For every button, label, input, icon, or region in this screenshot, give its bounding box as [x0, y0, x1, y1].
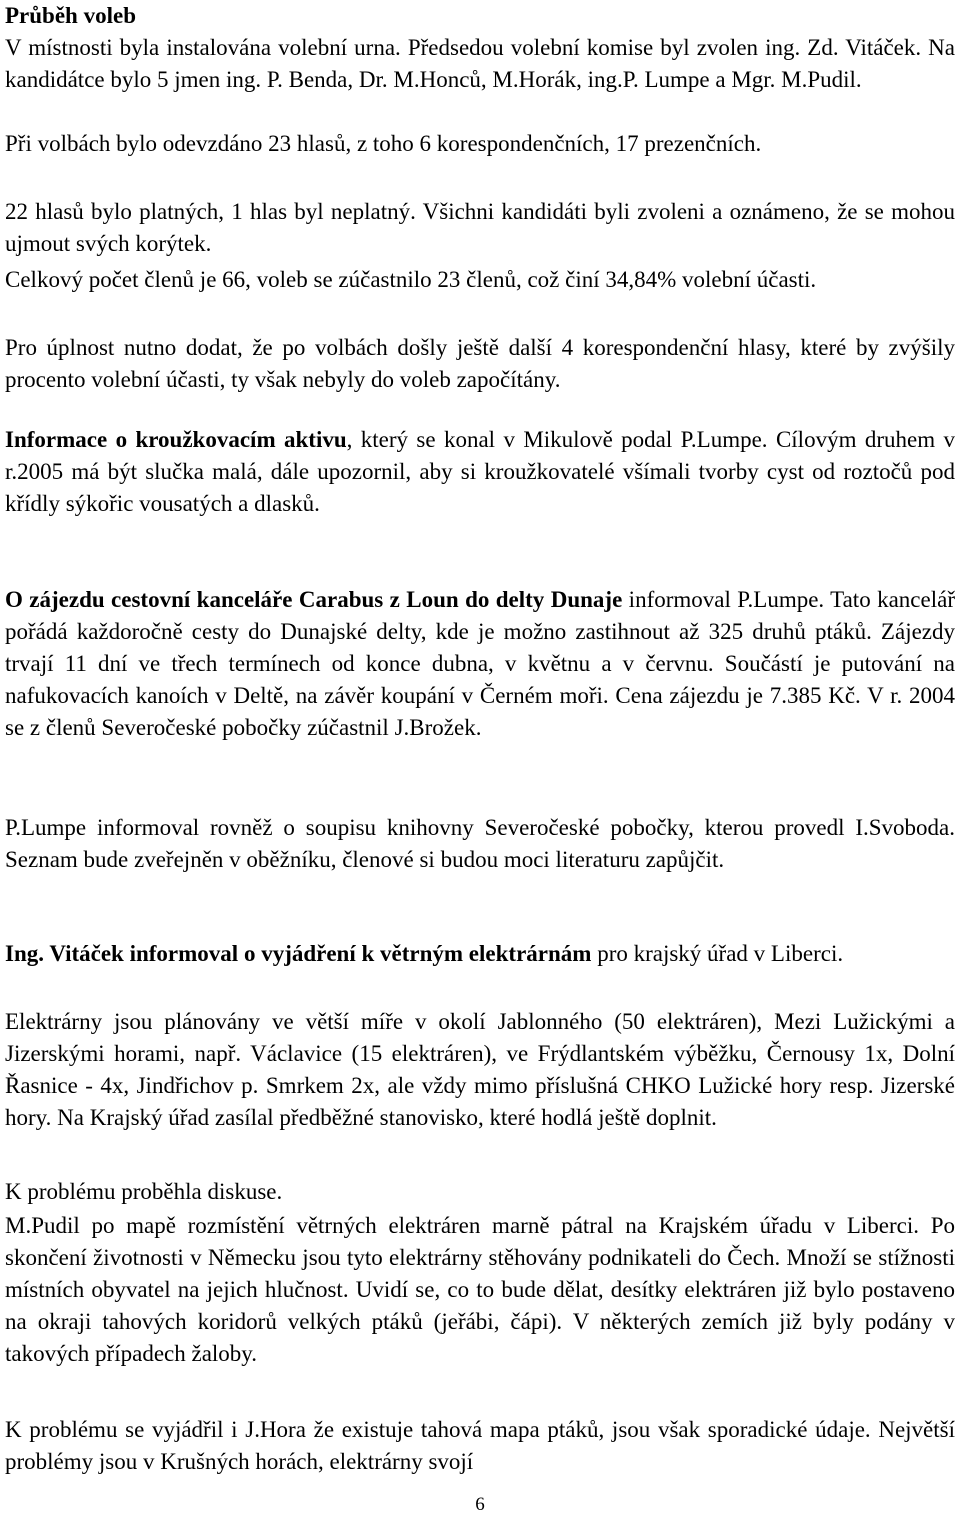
page-number: 6 — [475, 1494, 485, 1515]
elections-paragraph-turnout: Celkový počet členů je 66, voleb se zúčastnilo 23 členů, což činí 34,84% volební účasti. — [5, 267, 817, 292]
wind-paragraph-pudil: M.Pudil po mapě rozmístění větrných elektráren marně pátral na Krajském úřadu v Liberci. Po skončení životnosti v Německu jsou tyto elektrárny stěhovány podnikateli do Čech. Množí se stížnosti místních obyvatel na jejich hlučnost. Uvidí se, co to bude dělat, desítky elektráren již bylo postaveno na okraji tahových koridorů velkých ptáků (jeřábi, čápi). V některých zemích již byly podány v takových případech žaloby. — [5, 1213, 955, 1366]
ringing-text: , který se konal v Mikulově podal P.Lumpe. Cílovým druhem v r.2005 má být slučka malá, dále upozornil, aby si kroužkovatelé všímali tvorby cyst od roztočů pod křídly sýkořic vousatých a dlasků. — [5, 427, 955, 516]
trip-paragraph — [5, 584, 955, 744]
wind-paragraph-discussion: K problému proběhla diskuse. — [5, 1179, 283, 1204]
wind-paragraph-hora: K problému se vyjádřil i J.Hora že existuje tahová mapa ptáků, jsou však sporadické údaje. Největší problémy jsou v Krušných horách, elektrárny svojí — [5, 1417, 955, 1474]
trip-heading: O zájezdu cestovní kanceláře Carabus z Loun do delty Dunaje — [5, 587, 623, 612]
wind-paragraph — [5, 938, 955, 970]
section-heading-elections: Průběh voleb — [5, 3, 136, 28]
wind-paragraph-plans: Elektrárny jsou plánovány ve větší míře v okolí Jablonného (50 elektráren), Mezi Lužickými a Jizerskými horami, např. Václavice (15 elektráren), ve Frýdlantském výběžku, Černousy 1x, Dolní Řasnice - 4x, Jindřichov p. Smrkem 2x, ale vždy mimo příslušná CHKO Lužické hory resp. Jizerské hory. Na Krajský úřad zasílal předběžné stanovisko, které hodlá ještě doplnit. — [5, 1009, 955, 1130]
elections-paragraph-late-votes: Pro úplnost nutno dodat, že po volbách došly ještě další 4 korespondenční hlasy, které by zvýšily procento volební účasti, ty však nebyly do voleb započítány. — [5, 335, 955, 392]
wind-heading: Vitáček informoval o vyjádření k větrným elektrárnám — [49, 941, 592, 966]
trip-text: informoval P.Lumpe. Tato kancelář pořádá každoročně cesty do Dunajské delty, kde je možno zastihnout až 325 druhů ptáků. Zájezdy trvají 11 dní ve třech termínech od konce dubna, v květnu a v červnu. Součástí je putování na nafukovacích kanoích v Deltě, na závěr koupání v Černém moři. Cena zájezdu je 7.385 Kč. V r. 2004 se z členů Severočeské pobočky zúčastnil J.Brožek. — [5, 587, 955, 740]
document-page — [5, 0, 955, 1517]
elections-paragraph-valid: 22 hlasů bylo platných, 1 hlas byl neplatný. Všichni kandidáti byli zvoleni a oznámeno, že se mohou ujmout svých korýtek. — [5, 199, 955, 256]
elections-paragraph-votes: Při volbách bylo odevzdáno 23 hlasů, z toho 6 korespondenčních, 17 prezenčních. — [5, 131, 762, 156]
library-paragraph: P.Lumpe informoval rovněž o soupisu knihovny Severočeské pobočky, kterou provedl I.Svoboda. Seznam bude zveřejněn v oběžníku, členové si budou moci literaturu zapůjčit. — [5, 815, 955, 872]
ringing-paragraph — [5, 424, 955, 520]
wind-heading-lead: Ing. — [5, 941, 50, 966]
ringing-heading: Informace o kroužkovacím aktivu — [5, 427, 347, 452]
wind-text: pro krajský úřad v Liberci. — [591, 941, 844, 966]
elections-paragraph-commission: V místnosti byla instalována volební urna. Předsedou volební komise byl zvolen ing. Zd. Vitáček. Na kandidátce bylo 5 jmen ing. P. Benda, Dr. M.Honců, M.Horák, ing.P. Lumpe a Mgr. M.Pudil. — [5, 35, 955, 92]
